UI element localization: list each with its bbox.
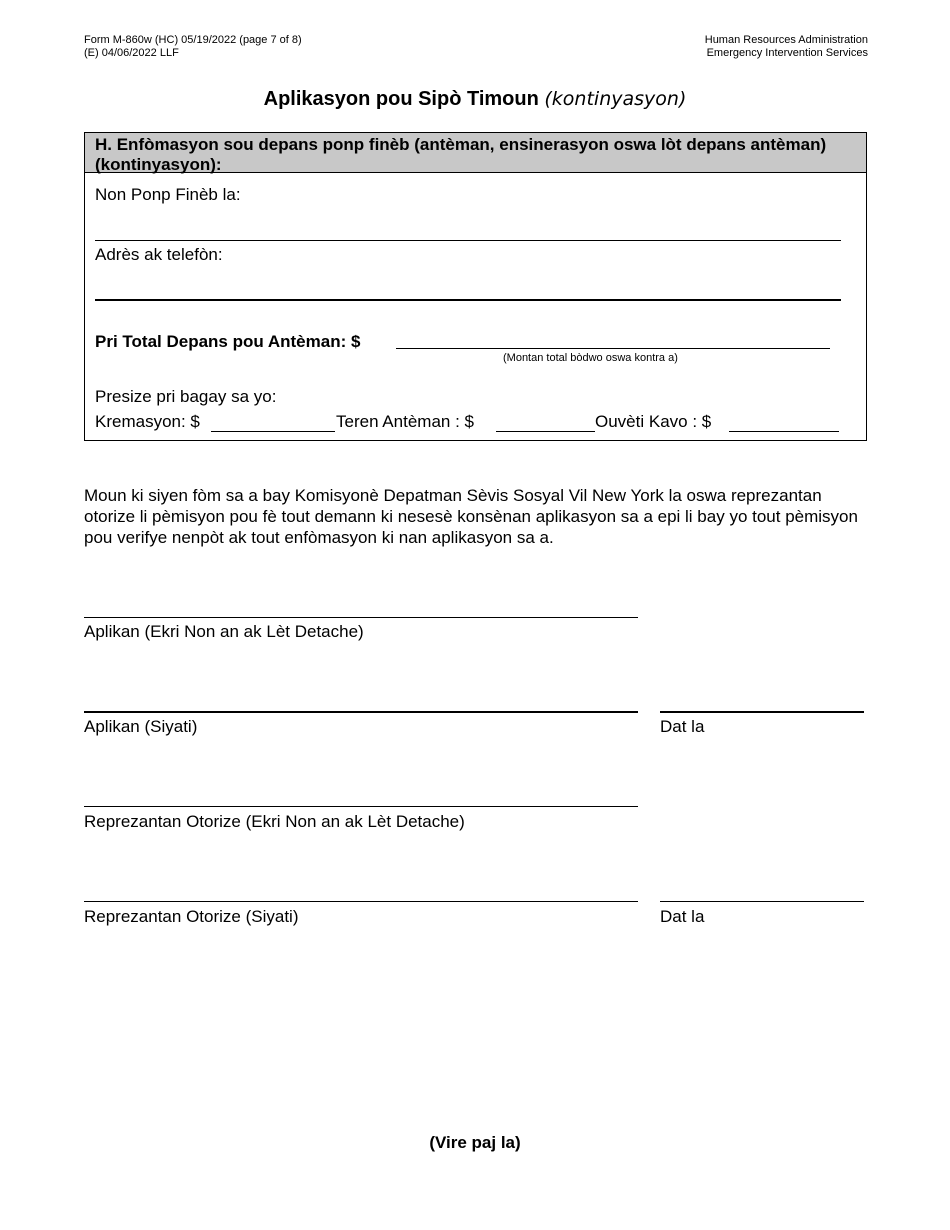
form-revision: (E) 04/06/2022 LLF — [84, 47, 179, 59]
page-title-sub: (kontinyasyon) — [544, 88, 687, 110]
cremation-field[interactable] — [211, 431, 335, 432]
section-h-heading: H. Enfòmasyon sou depans ponp finèb (antèman, ensinerasyon oswa lòt depans antèman) (kontinyasyon): — [85, 133, 866, 173]
rep-print-name-field[interactable] — [84, 806, 638, 807]
form-id-block — [84, 34, 302, 60]
total-cost-label: Pri Total Depans pou Antèman: $ — [95, 332, 361, 351]
total-cost-hint: (Montan total bòdwo oswa kontra a) — [503, 352, 678, 364]
applicant-print-name-label: Aplikan (Ekri Non an ak Lèt Detache) — [84, 622, 364, 641]
applicant-date-field[interactable] — [660, 711, 864, 713]
rep-signature-field[interactable] — [84, 901, 638, 902]
section-h — [84, 132, 867, 441]
address-phone-label: Adrès ak telefòn: — [95, 245, 223, 264]
rep-signature-label: Reprezantan Otorize (Siyati) — [84, 907, 299, 926]
burial-plot-label: Teren Antèman : $ — [336, 412, 474, 431]
authorization-statement: Moun ki siyen fòm sa a bay Komisyonè Depatman Sèvis Sosyal Vil New York la oswa reprezantan otorize li pèmisyon pou fè tout demann ki nesesè konsènan aplikasyon sa a epi li bay yo tout pèmisyon pou verifye nenpòt ak tout enfòmasyon ki nan aplikasyon sa a. — [84, 486, 858, 547]
applicant-signature-field[interactable] — [84, 711, 638, 713]
funeral-home-name-label: Non Ponp Finèb la: — [95, 185, 241, 204]
applicant-signature-label: Aplikan (Siyati) — [84, 717, 198, 736]
applicant-date-label: Dat la — [660, 717, 705, 736]
vault-opening-label: Ouvèti Kavo : $ — [595, 412, 712, 431]
agency-block — [705, 34, 868, 60]
specify-costs-label: Presize pri bagay sa yo: — [95, 387, 277, 406]
page-title — [0, 88, 950, 111]
division-name: Emergency Intervention Services — [706, 47, 868, 59]
address-phone-field[interactable] — [95, 299, 841, 301]
funeral-home-name-field[interactable] — [95, 240, 841, 241]
total-cost-field[interactable] — [396, 348, 830, 349]
form-id: Form M-860w (HC) 05/19/2022 (page 7 of 8) — [84, 34, 302, 46]
applicant-print-name-field[interactable] — [84, 617, 638, 618]
burial-plot-field[interactable] — [496, 431, 595, 432]
cremation-label: Kremasyon: $ — [95, 412, 200, 431]
rep-date-label: Dat la — [660, 907, 705, 926]
turn-page-note: (Vire paj la) — [429, 1133, 521, 1152]
page-title-main: Aplikasyon pou Sipò Timoun — [263, 88, 539, 110]
agency-name: Human Resources Administration — [704, 34, 868, 46]
vault-opening-field[interactable] — [729, 431, 839, 432]
rep-print-name-label: Reprezantan Otorize (Ekri Non an ak Lèt Detache) — [84, 812, 465, 831]
rep-date-field[interactable] — [660, 901, 864, 902]
